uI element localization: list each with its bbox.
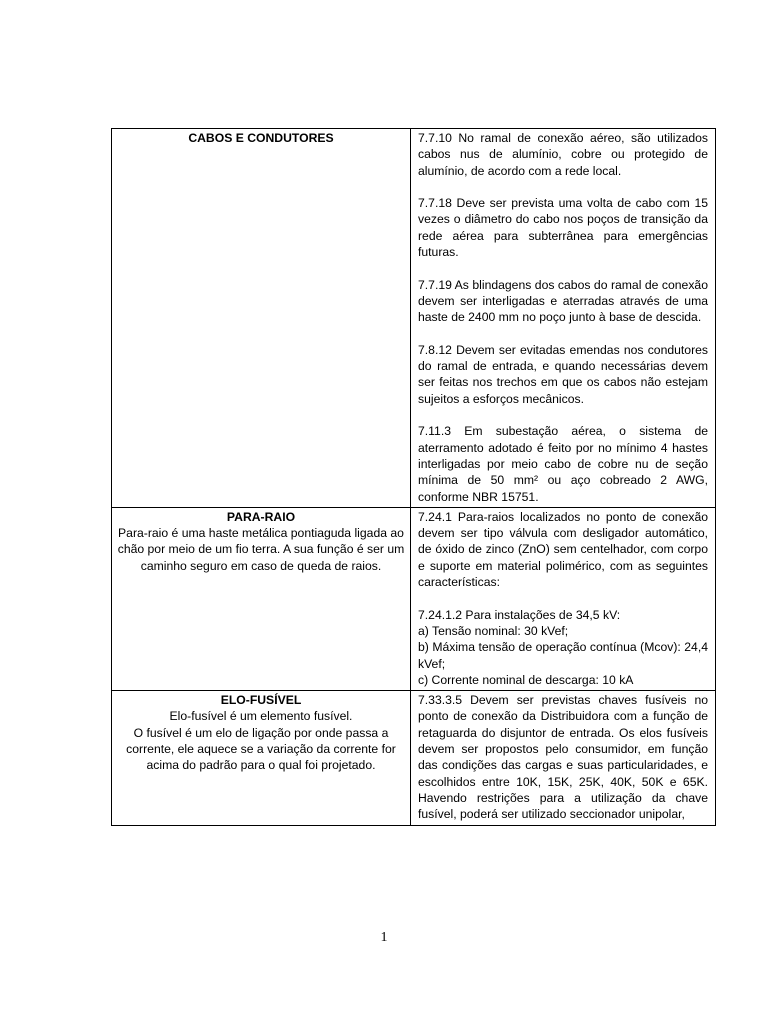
requirement-paragraph: 7.24.1 Para-raios localizados no ponto de conexão devem ser tipo válvula com desligador automático, de óxido de zinco (ZnO) sem centelhador, com corpo e suporte em material polimérico, com as seguintes características: bbox=[418, 509, 708, 590]
topic-heading: PARA-RAIO bbox=[226, 509, 296, 524]
page-number: 1 bbox=[380, 930, 388, 945]
requirement-paragraph: 7.7.18 Deve ser prevista uma volta de cabo com 15 vezes o diâmetro do cabo nos poços de transição da rede aérea para subterrânea para emergências futuras. bbox=[418, 196, 708, 260]
subsection-item: b) Máxima tensão de operação contínua (Mcov): 24,4 kVef; bbox=[418, 640, 708, 671]
requirements-cell bbox=[411, 507, 716, 690]
subsection-title: 7.24.1.2 Para instalações de 34,5 kV: bbox=[418, 607, 621, 622]
topic-description: Elo-fusível é um elemento fusível. bbox=[169, 709, 353, 724]
topic-description: Para-raio é uma haste metálica pontiaguda ligada ao chão por meio de um fio terra. A sua função é ser um caminho seguro em caso de queda de raios. bbox=[117, 526, 405, 573]
requirements-table bbox=[111, 128, 716, 826]
topic-cell bbox=[112, 691, 411, 826]
table-row bbox=[112, 691, 716, 826]
requirement-paragraph: 7.8.12 Devem ser evitadas emendas nos condutores do ramal de entrada, e quando necessárias devem ser feitas nos trechos em que os cabos não estejam sujeitos a esforços mecânicos. bbox=[418, 342, 708, 406]
topic-heading: ELO-FUSÍVEL bbox=[220, 693, 302, 708]
requirements-cell bbox=[411, 691, 716, 826]
topic-description: O fusível é um elo de ligação por onde passa a corrente, ele aquece se a variação da corrente for acima do padrão para o qual foi projetado. bbox=[126, 725, 396, 773]
topic-cell bbox=[112, 129, 411, 508]
requirement-paragraph: 7.33.3.5 Devem ser previstas chaves fusíveis no ponto de conexão da Distribuidora com a função de retaguarda do disjuntor de entrada. Os elos fusíveis devem ser propostos pelo consumidor, em função das condições das cargas e suas particularidades, e escolhidos entre 10K, 15K, 25K, 40K, 50K e 65K. Havendo restrições para a utilização da chave fusível, poderá ser utilizado seccionador unipolar, bbox=[418, 693, 708, 822]
requirements-cell bbox=[411, 129, 716, 508]
topic-cell bbox=[112, 507, 411, 690]
topic-heading: CABOS E CONDUTORES bbox=[188, 131, 334, 145]
table-row bbox=[112, 507, 716, 690]
requirement-paragraph: 7.7.19 As blindagens dos cabos do ramal de conexão devem ser interligadas e aterradas através de uma haste de 2400 mm no poço junto à base de descida. bbox=[418, 277, 708, 325]
subsection-item: c) Corrente nominal de descarga: 10 kA bbox=[418, 672, 634, 687]
requirement-paragraph: 7.7.10 No ramal de conexão aéreo, são utilizados cabos nus de alumínio, cobre ou protegido de alumínio, de acordo com a rede local. bbox=[418, 131, 708, 178]
requirement-paragraph: 7.11.3 Em subestação aérea, o sistema de aterramento adotado é feito por no mínimo 4 hastes interligadas por meio cabo de cobre nu de seção mínima de 50 mm² ou aço cobreado 2 AWG, conforme NBR 15751. bbox=[418, 424, 708, 504]
requirement-subsection bbox=[418, 607, 708, 688]
subsection-item: a) Tensão nominal: 30 kVef; bbox=[418, 623, 569, 638]
table-row bbox=[112, 129, 716, 508]
